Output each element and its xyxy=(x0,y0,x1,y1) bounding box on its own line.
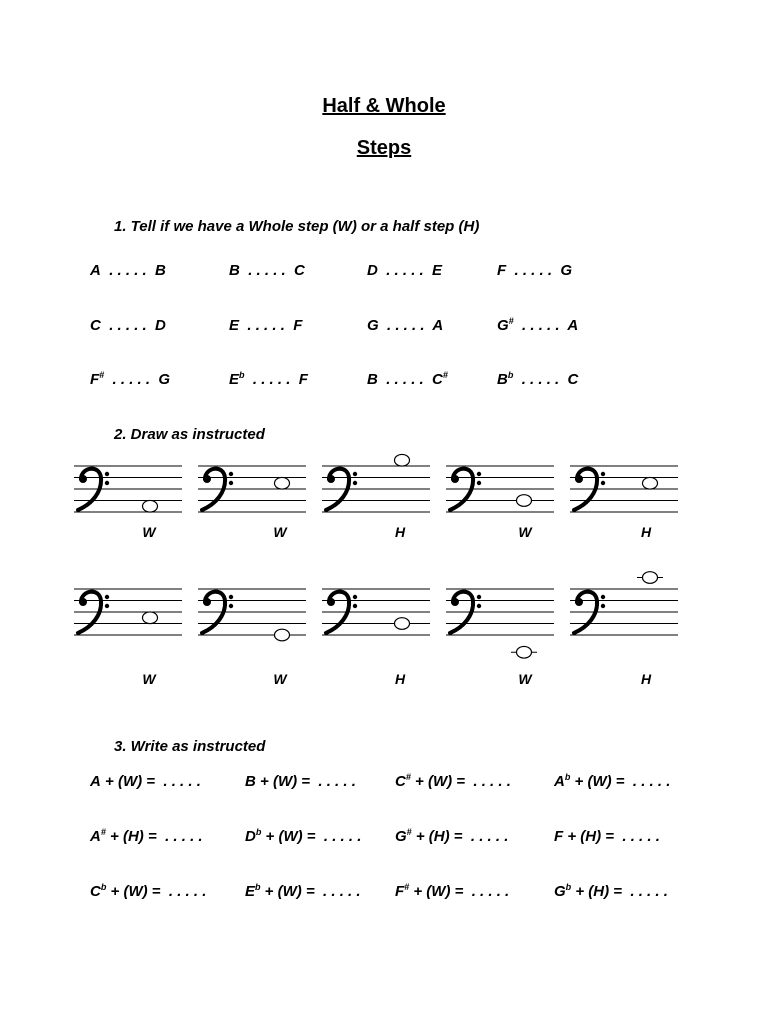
second-note: E xyxy=(432,262,443,279)
answer-blank: . . . . . xyxy=(318,773,356,790)
second-note: C xyxy=(294,262,305,279)
step-type: (H) xyxy=(588,883,610,900)
second-note: A xyxy=(432,317,444,334)
second-note: G xyxy=(560,262,573,279)
whole-note xyxy=(395,618,410,630)
note-name: B xyxy=(245,773,256,790)
bass-staff xyxy=(446,559,554,659)
step-question xyxy=(90,262,166,279)
section2-heading: 2. Draw as instructed xyxy=(114,426,265,443)
second-note: C xyxy=(567,371,579,388)
step-label: H xyxy=(640,524,652,540)
answer-blank: . . . . . xyxy=(473,773,511,790)
step-type: (H) xyxy=(428,828,450,845)
note-accidental: # xyxy=(405,772,411,782)
bass-staff xyxy=(198,436,306,536)
first-accidental: b xyxy=(239,370,245,380)
note-name: C xyxy=(90,883,101,900)
answer-blank: . . . . . xyxy=(622,828,660,845)
whole-note xyxy=(395,454,410,466)
note-name: A xyxy=(90,828,101,845)
note-name: D xyxy=(245,828,256,845)
bass-staff xyxy=(198,559,306,659)
step-label: W xyxy=(142,671,156,687)
step-type: (W) xyxy=(277,883,302,900)
note-accidental: b xyxy=(255,882,261,892)
step-type: (H) xyxy=(122,828,144,845)
step-type: (W) xyxy=(123,883,148,900)
step-type: (W) xyxy=(272,773,298,790)
bass-staff xyxy=(570,436,678,536)
second-note: F xyxy=(293,317,303,334)
step-question xyxy=(90,371,170,388)
answer-blank: . . . . . xyxy=(514,262,553,279)
write-question: F + (H) = . . . . . xyxy=(554,828,660,845)
answer-blank: . . . . . xyxy=(323,828,362,845)
answer-blank: . . . . . xyxy=(470,828,509,845)
first-note: C xyxy=(90,317,101,334)
first-accidental: b xyxy=(507,370,514,380)
first-note: A xyxy=(90,262,101,279)
answer-blank: . . . . . xyxy=(323,883,361,900)
first-accidental: # xyxy=(99,370,105,380)
first-note: G xyxy=(497,317,509,334)
write-question: $D^b + (W)$ = . . . . . xyxy=(245,827,362,845)
first-note: B xyxy=(497,371,508,388)
first-accidental: # xyxy=(508,316,514,326)
step-question xyxy=(229,262,305,279)
write-question: F# + (W) = . . . . . xyxy=(395,882,510,900)
note-accidental: # xyxy=(404,882,410,892)
step-label: W xyxy=(518,524,532,540)
bass-staff xyxy=(322,559,430,659)
step-type: (W) xyxy=(427,773,453,790)
step-label: W xyxy=(518,671,532,687)
first-note: B xyxy=(367,371,378,388)
answer-blank: . . . . . xyxy=(630,883,668,900)
step-question xyxy=(497,371,578,388)
write-question: B + (W) = . . . . . xyxy=(245,773,356,790)
note-name: F xyxy=(395,883,405,900)
step-type: (W) xyxy=(587,773,612,790)
note-name: E xyxy=(245,883,256,900)
step-label: W xyxy=(273,524,287,540)
step-label: W xyxy=(142,524,156,540)
write-question: C# + (W) = . . . . . xyxy=(395,772,511,790)
write-question: A# + (H) = . . . . . xyxy=(90,827,203,845)
answer-blank: . . . . . xyxy=(252,371,291,388)
answer-blank: . . . . . xyxy=(109,262,147,279)
step-type: (W) xyxy=(117,773,143,790)
answer-blank: . . . . . xyxy=(165,828,203,845)
step-type: (W) xyxy=(426,883,451,900)
write-question: $G^b + (H)$ = . . . . . xyxy=(554,882,668,900)
whole-note xyxy=(517,646,532,658)
second-note: G xyxy=(158,371,171,388)
bass-staff xyxy=(322,436,430,536)
whole-note xyxy=(143,500,158,512)
write-question: $A^b + (W)$ = . . . . . xyxy=(554,772,671,790)
answer-blank: . . . . . xyxy=(248,262,286,279)
answer-blank: . . . . . xyxy=(522,317,560,334)
second-accidental: # xyxy=(442,370,448,380)
answer-blank: . . . . . xyxy=(632,773,671,790)
whole-note xyxy=(643,572,658,584)
bass-staff xyxy=(74,436,182,536)
answer-blank: . . . . . xyxy=(386,371,424,388)
step-type: (W) xyxy=(278,828,303,845)
note-accidental: b xyxy=(100,882,107,892)
step-question xyxy=(497,317,578,334)
answer-blank: . . . . . xyxy=(247,317,285,334)
step-question xyxy=(367,371,448,388)
write-question: A + (W) = . . . . . xyxy=(90,773,201,790)
step-question xyxy=(90,317,166,334)
step-question xyxy=(229,317,302,334)
page-subtitle: Steps xyxy=(356,137,412,159)
step-label: H xyxy=(640,671,652,687)
whole-note xyxy=(275,629,290,641)
step-question xyxy=(367,317,443,334)
step-label: W xyxy=(273,671,287,687)
note-accidental: b xyxy=(565,882,572,892)
note-accidental: b xyxy=(564,772,571,782)
note-name: A xyxy=(554,773,565,790)
answer-blank: . . . . . xyxy=(471,883,510,900)
first-note: E xyxy=(229,371,240,388)
note-accidental: b xyxy=(255,827,262,837)
first-note: E xyxy=(229,317,240,334)
answer-blank: . . . . . xyxy=(386,262,424,279)
section1-heading: 1. Tell if we have a Whole step (W) or a half step (H) xyxy=(114,218,480,235)
bass-staff xyxy=(74,559,182,659)
write-question: $E^b + (W)$ = . . . . . xyxy=(245,882,361,900)
bass-staff xyxy=(446,436,554,536)
answer-blank: . . . . . xyxy=(163,773,201,790)
second-note: C xyxy=(432,371,443,388)
step-question xyxy=(229,371,308,388)
second-note: B xyxy=(155,262,166,279)
answer-blank: . . . . . xyxy=(112,371,151,388)
whole-note xyxy=(517,495,532,507)
note-accidental: # xyxy=(406,827,412,837)
answer-blank: . . . . . xyxy=(109,317,147,334)
step-question xyxy=(497,262,572,279)
answer-blank: . . . . . xyxy=(521,371,560,388)
first-note: F xyxy=(497,262,507,279)
whole-note xyxy=(275,477,290,489)
step-question xyxy=(367,262,442,279)
first-note: D xyxy=(367,262,378,279)
bass-staff xyxy=(570,559,678,659)
second-note: A xyxy=(567,317,579,334)
note-name: G xyxy=(395,828,407,845)
second-note: F xyxy=(298,371,308,388)
whole-note xyxy=(143,612,158,624)
step-type: (H) xyxy=(580,828,602,845)
second-note: D xyxy=(155,317,166,334)
whole-note xyxy=(643,477,658,489)
note-name: C xyxy=(395,773,406,790)
write-question: G# + (H) = . . . . . xyxy=(395,827,509,845)
section3-heading: 3. Write as instructed xyxy=(114,738,266,755)
note-name: A xyxy=(90,773,101,790)
answer-blank: . . . . . xyxy=(387,317,425,334)
first-note: G xyxy=(367,317,379,334)
step-label: H xyxy=(394,524,406,540)
write-question: $C^b + (W)$ = . . . . . xyxy=(90,882,207,900)
step-label: H xyxy=(394,671,406,687)
answer-blank: . . . . . xyxy=(168,883,207,900)
note-accidental: # xyxy=(100,827,106,837)
page-title: Half & Whole xyxy=(322,95,446,117)
note-name: F xyxy=(554,828,564,845)
first-note: F xyxy=(90,371,100,388)
first-note: B xyxy=(229,262,240,279)
note-name: G xyxy=(554,883,566,900)
